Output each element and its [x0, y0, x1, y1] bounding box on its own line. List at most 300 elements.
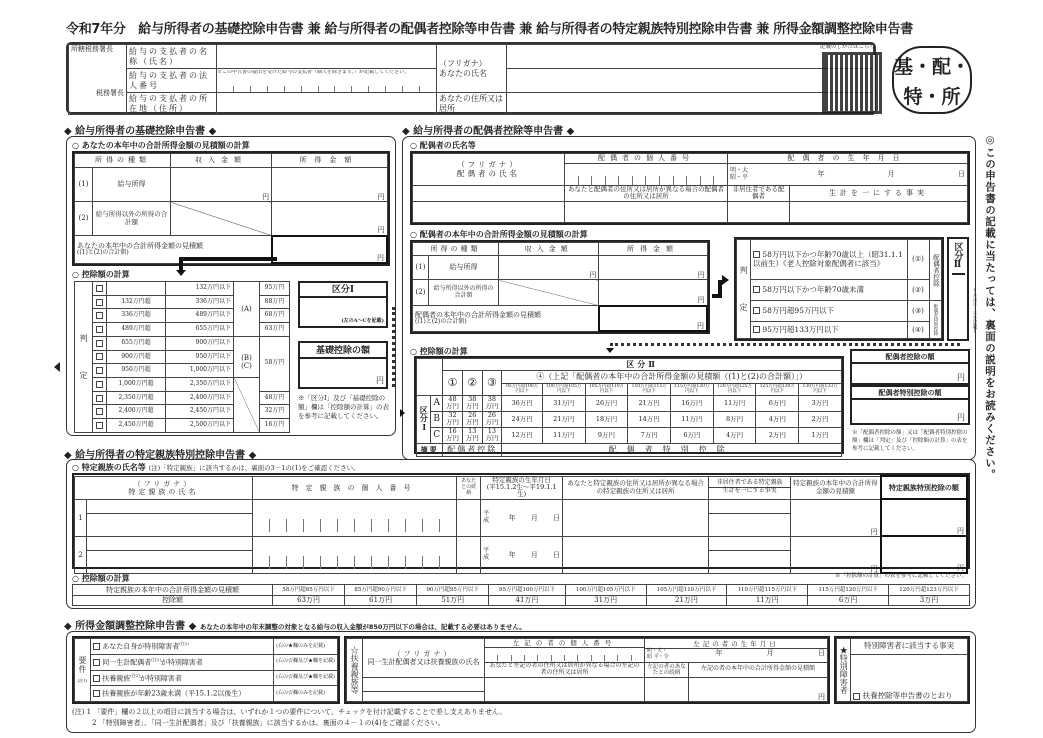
- judge-option-3[interactable]: 58万円超95万円以下: [751, 301, 908, 322]
- spouse-address-input[interactable]: [565, 201, 728, 222]
- requirement-option[interactable]: 扶養親族$^{(注2)}$が特別障害者: [91, 670, 274, 686]
- deduction-value: 2万円: [756, 427, 799, 443]
- your-address-label: あなたの住所又は居所: [437, 93, 507, 115]
- bracket-amount: 16万円: [260, 419, 290, 433]
- bracket-amount: 58万円: [260, 336, 290, 391]
- relative-name-input[interactable]: [87, 550, 253, 573]
- col-head: ①: [443, 371, 463, 396]
- payer-address-input[interactable]: [217, 93, 437, 115]
- dep-name-input[interactable]: [363, 691, 485, 701]
- bracket-from: 1,000万円超: [107, 378, 166, 392]
- spouse-judge-table: [734, 237, 944, 341]
- basic-amount-input[interactable]: 円: [376, 376, 384, 385]
- dep-income-label: 左記の者の本年中の合計所得金額の見積額: [689, 663, 828, 678]
- calc-range: 58万円超85万円以下: [273, 585, 345, 596]
- relative-birth-input[interactable]: 平成 年 月 日: [481, 536, 563, 573]
- calc-amount: 31万円: [565, 596, 646, 606]
- your-name-label-cell: [437, 45, 507, 93]
- arrow-down-icon: [606, 348, 614, 353]
- checkbox[interactable]: [753, 307, 760, 314]
- basic-salary-revenue-input[interactable]: 円: [171, 168, 272, 202]
- bracket-checkbox[interactable]: [93, 405, 107, 419]
- spouse-deduction-amount-box: [850, 349, 970, 385]
- judge-option-1[interactable]: 58万円以下かつ年齢70歳以上（昭31.1.1以前生）《老人控除対象配偶者に該当》: [751, 240, 908, 280]
- relative-calc-title: ○ 控除額の計算: [72, 573, 130, 583]
- adjust-note-2: 2 「特別障害者」、「同一生計配偶者」及び「扶養親族」に該当するかは、裏面の４－１の(4)をご確認ください。: [92, 719, 445, 727]
- calc-amount: 3万円: [889, 596, 970, 606]
- relative-my-number-input[interactable]: [252, 536, 456, 573]
- spouse-livelihood-label: 生計を一にする事実: [790, 186, 968, 202]
- deduction-value: 3万円: [799, 396, 842, 412]
- kubun2-label: 区分Ⅱ: [952, 239, 965, 275]
- bracket-checkbox[interactable]: [93, 378, 107, 392]
- kubun2-header: 区分Ⅱ: [443, 359, 842, 371]
- bracket-checkbox[interactable]: [93, 295, 107, 309]
- relative-relation-input[interactable]: [457, 536, 481, 573]
- bracket-from: 336万円超: [107, 309, 166, 323]
- deduction-value: 38万円: [462, 396, 482, 412]
- basic-amount-box: [298, 341, 388, 389]
- spouse-furigana-input[interactable]: [413, 186, 565, 202]
- relative-nonres-input[interactable]: [709, 499, 791, 513]
- judge-option-2[interactable]: 58万円以下かつ年齢70歳未満: [751, 280, 908, 301]
- spouse-info-table: [410, 151, 970, 225]
- col4-head: ④（上記「配偶者の本年中の合計所得金額の見積額（(1)と(2)の合計額）」）: [502, 371, 842, 384]
- relative-income-header: 特定親族の本年中の合計所得金額の見積額: [791, 476, 881, 499]
- group-label-special: 配偶者特別控除: [929, 301, 941, 339]
- judge-mark: (④): [907, 322, 929, 339]
- row-number: (1): [413, 256, 429, 280]
- kubun1-input[interactable]: (左のA～Cを記載): [341, 318, 384, 324]
- calc-amount: 51万円: [417, 596, 489, 606]
- checkbox[interactable]: [753, 251, 760, 258]
- dotted-connector: [610, 343, 960, 346]
- calc-range: 115万円超120万円以下: [808, 585, 889, 596]
- spouse-deduction-label: 配偶者控除の額: [852, 351, 968, 364]
- deduction-row: [417, 427, 842, 443]
- requirement-hint: (右の☆欄及び★欄を記載): [274, 654, 338, 670]
- your-furigana-input[interactable]: [507, 45, 874, 69]
- relative-my-number-input[interactable]: [252, 499, 456, 536]
- col4-sub: 130万円超133万円以下: [799, 384, 842, 396]
- relative-name-input[interactable]: [87, 513, 253, 536]
- col4-sub: 100万円超105万円以下: [542, 384, 585, 396]
- form-type-badge: [892, 46, 972, 114]
- checkbox[interactable]: [93, 659, 100, 666]
- bracket-amount: 95万円: [260, 282, 290, 296]
- payer-corp-no-input[interactable]: [217, 69, 437, 93]
- col4-sub: 95万円超100万円以下: [502, 384, 543, 396]
- bracket-from: 2,400万円超: [107, 405, 166, 419]
- diagonal-cell: [171, 202, 272, 236]
- relative-birth-input[interactable]: 平成 年 月 日: [481, 499, 563, 536]
- relative-relation-header: あなたとの続柄: [457, 476, 481, 499]
- bracket-to: 2,500万円以下: [166, 419, 234, 433]
- bracket-checkbox[interactable]: [93, 364, 107, 378]
- relative-address-input[interactable]: [563, 499, 709, 536]
- spouse-deduction-table: [414, 356, 844, 454]
- row-key: B: [431, 411, 443, 427]
- calc-range: 95万円超100万円以下: [489, 585, 565, 596]
- deduction-value: 16万円: [671, 396, 714, 412]
- judge-mark: (③): [907, 301, 929, 322]
- calc-range: 90万円超95万円以下: [417, 585, 489, 596]
- dep-relation-input[interactable]: [645, 677, 689, 701]
- your-name-label: あなたの氏名: [439, 68, 487, 78]
- relative-livelihood-input[interactable]: [709, 550, 791, 573]
- tax-office-suffix: 税務署長: [96, 89, 124, 98]
- qr-code-icon[interactable]: [822, 52, 882, 114]
- spouse-calc-title: ○ 配偶者の本年中の合計所得金額の見積額の計算: [410, 229, 588, 239]
- basic-total-label: あなたの本年中の合計所得金額の見積額 ((1)と(2)の合計額): [75, 236, 272, 264]
- payer-address-label: 給与の支払者の所在地（住所）: [127, 93, 217, 115]
- payer-name-label: 給与の支払者の名称（氏名）: [127, 45, 217, 69]
- bracket-to: 336万円以下: [166, 295, 234, 309]
- arrow-down-icon: [176, 270, 186, 276]
- relative-deduction-input[interactable]: 円: [881, 499, 967, 536]
- bracket-from: [107, 282, 166, 296]
- checkbox[interactable]: [853, 693, 860, 700]
- side-instruction: ◎この申告書の記載に当たっては、裏面の説明をお読みください。: [984, 134, 996, 481]
- adjust-note-1: (注) 1 「要件」欄の２以上の項目に該当する場合は、いずれか１つの要件について、チェックを付け記載することで差し支えありません。: [72, 708, 507, 716]
- row-number: (2): [75, 202, 93, 236]
- calc-amount: 41万円: [489, 596, 565, 606]
- relative-furigana-input[interactable]: [87, 499, 253, 513]
- requirement-row: [75, 639, 338, 655]
- kubun2-input[interactable]: [949, 275, 967, 337]
- judge-label: 判 定: [737, 240, 751, 339]
- bracket-to: 489万円以下: [166, 309, 234, 323]
- requirement-row: [75, 654, 338, 670]
- relative-calc-table: [72, 584, 970, 606]
- dep-furigana-input[interactable]: [363, 677, 485, 691]
- bracket-to: 1,000万円以下: [166, 364, 234, 378]
- relative-deduction-header: 特定親族特別控除の額: [881, 476, 967, 499]
- adjust-section-title: ◆ 所得金額調整控除申告書 ◆ あなたの本年中の年末調整の対象となる給与の収入金額が850万円以下の場合は、記載する必要はありません。: [64, 621, 526, 632]
- relative-row: [75, 499, 968, 513]
- furigana-label: （フリガナ）: [439, 59, 487, 69]
- bracket-to: 2,400万円以下: [166, 391, 234, 405]
- badge-line-1: 基・配・: [894, 56, 971, 78]
- requirement-option[interactable]: 扶養親族が年齢23歳未満（平15.1.2以後生）: [91, 686, 274, 702]
- calc-range: 100万円超105万円以下: [565, 585, 646, 596]
- relative-ref-note: ※「控除額の計算」の表を参考に記載してください。: [835, 573, 968, 579]
- deduction-value: 13万円: [482, 427, 502, 443]
- requirement-option[interactable]: あなた自身が特別障害者$^{(注2)}$: [91, 639, 274, 655]
- bracket-checkbox[interactable]: [93, 419, 107, 433]
- qr-label: 記載のしかたはこちら: [820, 44, 876, 50]
- basic-col-income: 所得金額: [272, 154, 387, 168]
- bracket-checkbox[interactable]: [93, 309, 107, 323]
- bracket-to: 900万円以下: [166, 336, 234, 350]
- your-name-input[interactable]: [507, 69, 874, 93]
- judge-mark: (②): [907, 280, 929, 301]
- spouse-special-amount-box: [850, 385, 970, 425]
- req-label: 要件 (注1): [75, 639, 91, 702]
- calc-amount: 6万円: [808, 596, 889, 606]
- requirement-hint: (右の☆欄のみを記載): [274, 686, 338, 702]
- deduction-value: 36万円: [502, 396, 543, 412]
- relative-furigana-input[interactable]: [87, 536, 253, 550]
- kubun1-label: 区分Ⅰ: [300, 283, 386, 298]
- deduction-value: 2万円: [799, 411, 842, 427]
- deduction-value: 31万円: [542, 396, 585, 412]
- bracket-checkbox[interactable]: [93, 391, 107, 405]
- dep-income-input[interactable]: 円: [689, 677, 828, 701]
- spouse-section-title: ◆ 給与所得者の配偶者控除等申告書 ◆: [402, 126, 575, 137]
- spouse-special-label: 配偶者特別控除の額: [852, 387, 968, 400]
- deduction-value: 11万円: [542, 427, 585, 443]
- group-A: (A): [234, 282, 260, 337]
- spouse-deduction-input[interactable]: 円: [957, 373, 965, 382]
- spouse-col-kind: 所得の種類: [413, 243, 499, 256]
- spouse-deduction-title: ○ 控除額の計算: [410, 346, 468, 356]
- spouse-income-table: [410, 240, 710, 334]
- flow-arrow: [179, 257, 183, 271]
- bracket-from: 2,450万円超: [107, 419, 166, 433]
- row-key: A: [431, 396, 443, 412]
- requirement-hint: (右の☆欄及び★欄を記載): [274, 670, 338, 686]
- bracket-from: 900万円超: [107, 350, 166, 364]
- relative-income-input[interactable]: 円: [791, 499, 881, 536]
- requirement-row: [75, 686, 338, 702]
- deduction-value: 9万円: [585, 427, 628, 443]
- basic-bracket-table: [74, 281, 290, 433]
- bracket-amount: 48万円: [260, 391, 290, 405]
- spouse-nonresident-input[interactable]: [728, 201, 790, 222]
- deduction-value: 48万円: [443, 396, 463, 412]
- spouse-birth-input[interactable]: 明・大 昭・平 年 月 日: [728, 164, 968, 186]
- kubun2-box: [947, 237, 969, 341]
- bracket-from: 950万円超: [107, 364, 166, 378]
- col4-sub: 115万円超120万円以下: [671, 384, 714, 396]
- row-group-label: 区分Ⅰ: [417, 396, 431, 444]
- diagonal-cell: [234, 378, 260, 433]
- kubun2-note: (左の①～④を記載): [972, 288, 977, 334]
- deduction-value: 26万円: [462, 411, 482, 427]
- row-number: (1): [75, 168, 93, 202]
- deduction-value: 21万円: [628, 396, 671, 412]
- spouse-salary-revenue-input[interactable]: 円: [499, 256, 599, 280]
- dotted-connector: [392, 307, 396, 387]
- summary-spouse: 配偶者控除: [443, 443, 502, 456]
- calc-range: 110万円超115万円以下: [727, 585, 808, 596]
- bracket-amount: 63万円: [260, 323, 290, 337]
- checkbox[interactable]: [93, 643, 100, 650]
- group-BC: (B) (C): [234, 336, 260, 377]
- checkbox[interactable]: [93, 690, 100, 697]
- bracket-amount: 32万円: [260, 405, 290, 419]
- flow-arrow: [179, 257, 277, 261]
- relative-deduction-input[interactable]: 円: [881, 536, 967, 573]
- spouse-my-number-input[interactable]: [565, 164, 728, 186]
- requirement-hint: (右の★欄のみを記載): [274, 639, 338, 655]
- col4-sub: 125万円超130万円以下: [756, 384, 799, 396]
- relative-relation-input[interactable]: [457, 499, 481, 536]
- bracket-to: 132万円以下: [166, 282, 234, 296]
- deduction-value: 4万円: [756, 411, 799, 427]
- diagonal-cell: [499, 280, 599, 306]
- deduction-value: 13万円: [462, 427, 482, 443]
- deduction-value: 1万円: [799, 427, 842, 443]
- basic-section-title: ◆ 給与所得者の基礎控除申告書 ◆: [64, 126, 217, 137]
- payer-name-input[interactable]: [217, 45, 437, 69]
- relative-row: [75, 536, 968, 550]
- basic-amount-label: 基礎控除の額: [300, 343, 386, 359]
- income-kind: 給与所得: [93, 168, 171, 202]
- adjust-special-table: [834, 636, 970, 704]
- deduction-value: 11万円: [713, 396, 756, 412]
- deduction-value: 11万円: [671, 411, 714, 427]
- special-label: ★特別障害者: [837, 639, 851, 702]
- calc-amount-label: 控除額: [73, 596, 273, 606]
- deduction-value: 8万円: [713, 411, 756, 427]
- spouse-col-revenue: 収入金額: [499, 243, 599, 256]
- adjust-req-table: [72, 636, 340, 704]
- bracket-checkbox[interactable]: [93, 336, 107, 350]
- summary-label: 摘要: [417, 443, 443, 456]
- payer-corp-no-label: 給与の支払者の法人番号: [127, 69, 217, 93]
- header-box: [66, 42, 876, 114]
- col4-sub: 105万円超110万円以下: [585, 384, 628, 396]
- bracket-row: [75, 378, 290, 392]
- summary-special: 配偶者特別控除: [502, 443, 842, 456]
- judge-option-4[interactable]: 95万円超133万円以下: [751, 322, 908, 339]
- tax-office-input[interactable]: [71, 53, 124, 89]
- group-label-spouse: 配偶者控除: [929, 240, 941, 301]
- spouse-note: ※「配偶者控除の額」又は「配偶者特別控除の額」欄は「判定」及び「控除額の計算」の表を参考に記載してください。: [852, 430, 968, 452]
- deduction-row: [417, 411, 842, 427]
- dep-my-number[interactable]: 左記の者の個人番号: [485, 639, 645, 663]
- deduction-value: 24万円: [502, 411, 543, 427]
- spouse-nonresident-label: 非居住者である配偶者: [728, 186, 790, 202]
- col-head: ③: [482, 371, 502, 396]
- judge-mark: (①): [907, 240, 929, 280]
- dep-birth[interactable]: 左記の者の生年月日 明・大・昭 平・令 年 月 日: [645, 639, 828, 663]
- basic-note: ※「区分Ⅰ」及び「基礎控除の額」欄は「控除額の計算」の表を参考に記載してください。: [298, 394, 389, 420]
- calc-range: 85万円超90万円以下: [345, 585, 417, 596]
- tax-office-label: 所轄税務署長: [71, 45, 113, 53]
- relative-table: [72, 473, 970, 573]
- bracket-to: 2,350万円以下: [166, 378, 234, 392]
- page-marker-icon: [54, 362, 60, 372]
- relative-name-header: （フリガナ） 特定親族の氏名: [75, 476, 253, 499]
- row-key: C: [431, 427, 443, 443]
- row-number: 2: [75, 536, 87, 573]
- checkbox[interactable]: [753, 326, 760, 333]
- judge-label: 判 定: [75, 282, 93, 433]
- spouse-total-input[interactable]: 円: [599, 306, 707, 332]
- bracket-to: 2,450万円以下: [166, 405, 234, 419]
- bracket-row: [75, 282, 290, 296]
- spouse-salary-income-input[interactable]: 円: [599, 256, 707, 280]
- spouse-address-label: あなたと配偶者の住所又は居所が異なる場合の配偶者の住所又は居所: [565, 186, 728, 202]
- blank-corner: [417, 359, 443, 396]
- row-number: 1: [75, 499, 87, 536]
- calc-range: 120万円超123万円以下: [889, 585, 970, 596]
- bracket-from: 2,350万円超: [107, 391, 166, 405]
- calc-amount: 21万円: [646, 596, 727, 606]
- checkbox[interactable]: [753, 286, 760, 293]
- kubun1-box: [298, 281, 388, 328]
- row-number: (2): [413, 280, 429, 306]
- calc-row-label: 特定親族の本年中の合計所得金額の見積額: [73, 585, 273, 596]
- dep-address-input[interactable]: [485, 677, 645, 701]
- dep-address-label: あなたと左記の者の住所又は居所が異なる場合の左記の者の住所又は居所: [485, 663, 645, 678]
- calc-amount: 63万円: [273, 596, 345, 606]
- income-kind: 給与所得以外の所得の合計額: [429, 280, 499, 306]
- bracket-row: [75, 336, 290, 350]
- basic-other-income-input[interactable]: 円: [272, 202, 387, 236]
- bracket-to: 655万円以下: [166, 323, 234, 337]
- checkbox[interactable]: [93, 675, 100, 682]
- bracket-amount: 88万円: [260, 295, 290, 309]
- deduction-value: 6万円: [671, 427, 714, 443]
- spouse-other-income-input[interactable]: 円: [599, 280, 707, 306]
- badge-line-2: 特・所: [903, 86, 961, 108]
- basic-salary-income-input[interactable]: 円: [272, 168, 387, 202]
- basic-col-revenue: 収入金額: [171, 154, 272, 168]
- col-head: ②: [462, 371, 482, 396]
- spouse-livelihood-input[interactable]: [790, 201, 968, 222]
- basic-calc-title: ○ あなたの本年中の合計所得金額の見積額の計算: [72, 140, 250, 150]
- basic-total-input[interactable]: 円: [272, 236, 387, 264]
- tax-office-cell: [69, 45, 127, 115]
- bracket-from: 489万円超: [107, 323, 166, 337]
- spouse-name-header: （フリガナ） 配偶者の氏名: [413, 154, 565, 186]
- income-kind: 給与所得: [429, 256, 499, 280]
- deduction-value: 4万円: [713, 427, 756, 443]
- relative-income-input[interactable]: 円: [791, 536, 881, 573]
- deduction-value: 26万円: [482, 411, 502, 427]
- deduction-value: 32万円: [443, 411, 463, 427]
- relative-livelihood-input[interactable]: [709, 513, 791, 536]
- your-address-input[interactable]: [507, 93, 874, 115]
- bracket-checkbox[interactable]: [93, 282, 107, 296]
- relative-address-input[interactable]: [563, 536, 709, 573]
- deduction-row: [417, 396, 842, 412]
- arrow-right-icon: [400, 409, 405, 417]
- calc-amount: 61万円: [345, 596, 417, 606]
- basic-deduction-title: ○ 控除額の計算: [72, 269, 130, 279]
- requirement-row: [75, 670, 338, 686]
- calc-range: 105万円超110万円以下: [646, 585, 727, 596]
- deduction-value: 14万円: [628, 411, 671, 427]
- spouse-name-input[interactable]: [413, 201, 565, 222]
- spouse-birth-label: 配偶者の生年月日: [728, 154, 968, 164]
- payer-corp-no-note: ※この申告書の提出を受けた給与の支払者（個人を除きます。）が記載してください。: [217, 69, 410, 75]
- spouse-col-income: 所得金額: [599, 243, 707, 256]
- deduction-value: 7万円: [628, 427, 671, 443]
- special-fact-label: 特別障害者に該当する事実: [851, 639, 968, 655]
- spouse-name-title: ○ 配偶者の氏名等: [410, 140, 476, 150]
- requirement-option[interactable]: 同一生計配偶者$^{(注2)}$が特別障害者: [91, 654, 274, 670]
- bracket-amount: 68万円: [260, 309, 290, 323]
- spouse-my-number-label: 配偶者の個人番号: [565, 154, 728, 164]
- bracket-checkbox[interactable]: [93, 323, 107, 337]
- bracket-checkbox[interactable]: [93, 350, 107, 364]
- form-title: 令和7年分 給与所得者の基礎控除申告書 兼 給与所得者の配偶者控除等申告書 兼 給与所得者の特定親族特別控除申告書 兼 所得金額調整控除申告書: [66, 22, 913, 37]
- relative-address-header: あなたと特定親族の住所又は居所が異なる場合の特定親族の住所又は居所: [563, 476, 709, 499]
- special-fact-input[interactable]: 扶養控除等申告書のとおり: [851, 655, 968, 702]
- adjust-dependent-table: [344, 636, 830, 704]
- deduction-value: 18万円: [585, 411, 628, 427]
- deduction-value: 21万円: [542, 411, 585, 427]
- deduction-value: 12万円: [502, 427, 543, 443]
- relative-nonres-input[interactable]: [709, 536, 791, 550]
- spouse-special-input[interactable]: 円: [957, 413, 965, 422]
- deduction-value: 16万円: [443, 427, 463, 443]
